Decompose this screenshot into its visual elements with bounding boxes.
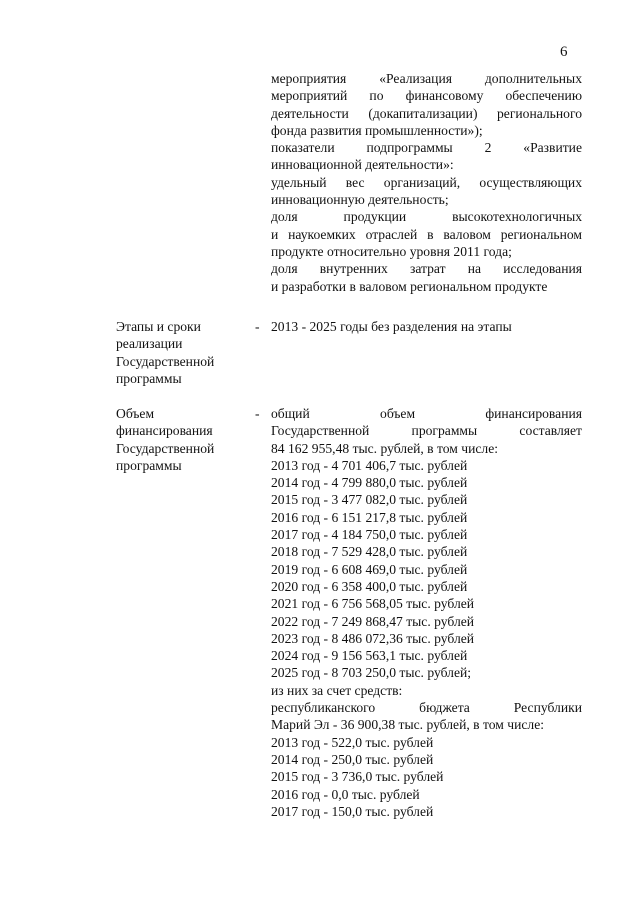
text-line: инновационной деятельности»: <box>271 157 454 173</box>
text-line: показатели подпрограммы 2 «Развитие <box>271 140 582 156</box>
text-line: 2020 год - 6 358 400,0 тыс. рублей <box>271 578 468 594</box>
stages-dash: - <box>255 319 260 334</box>
text-line: 2024 год - 9 156 563,1 тыс. рублей <box>271 648 468 664</box>
continuation-text <box>271 70 582 295</box>
text-line: фонда развития промышленности»); <box>271 122 483 138</box>
text-line: доля продукции высокотехнологичных <box>271 209 582 225</box>
label-line: реализации <box>116 336 183 352</box>
label-line: Государственной <box>116 440 215 456</box>
text-line: и разработки в валовом региональном продукте <box>271 278 548 294</box>
text-line: 2021 год - 6 756 568,05 тыс. рублей <box>271 596 475 612</box>
text-line: 2025 год - 8 703 250,0 тыс. рублей; <box>271 665 472 681</box>
text-line: 2016 год - 0,0 тыс. рублей <box>271 786 420 802</box>
label-line: Объем <box>116 406 155 421</box>
text-line: продукте относительно уровня 2011 года; <box>271 243 512 259</box>
text-line: мероприятия «Реализация дополнительных <box>271 71 582 86</box>
text-line: 2018 год - 7 529 428,0 тыс. рублей <box>271 544 468 560</box>
text-line: 2017 год - 4 184 750,0 тыс. рублей <box>271 527 468 543</box>
text-line: и наукоемких отраслей в валовом региональном <box>271 226 582 242</box>
text-line: 2023 год - 8 486 072,36 тыс. рублей <box>271 630 475 646</box>
funding-dash: - <box>255 406 260 421</box>
text-line: деятельности (докапитализации) регионального <box>271 105 582 121</box>
funding-label <box>116 405 246 474</box>
stages-label <box>116 318 246 387</box>
funding-value <box>271 405 582 820</box>
text-line: 2017 год - 150,0 тыс. рублей <box>271 803 434 819</box>
text-line: 2019 год - 6 608 469,0 тыс. рублей <box>271 561 468 577</box>
text-line: 2013 год - 522,0 тыс. рублей <box>271 734 434 750</box>
label-line: программы <box>116 370 182 386</box>
label-line: Государственной <box>116 353 215 369</box>
text-line: 2015 год - 3 477 082,0 тыс. рублей <box>271 492 468 508</box>
text-line: 2015 год - 3 736,0 тыс. рублей <box>271 769 444 785</box>
text-line: 2022 год - 7 249 868,47 тыс. рублей <box>271 613 475 629</box>
text-line: удельный вес организаций, осуществляющих <box>271 174 582 190</box>
text-line: мероприятий по финансовому обеспечению <box>271 88 582 104</box>
text-line: Государственной программы составляет <box>271 423 582 439</box>
text-line: 2014 год - 250,0 тыс. рублей <box>271 751 434 767</box>
text-line: 2013 - 2025 годы без разделения на этапы <box>271 319 512 334</box>
text-line: инновационную деятельность; <box>271 192 449 208</box>
stages-value <box>271 318 582 335</box>
text-line: Марий Эл - 36 900,38 тыс. рублей, в том числе: <box>271 717 545 733</box>
text-line: 2016 год - 6 151 217,8 тыс. рублей <box>271 509 468 525</box>
text-line: 2013 год - 4 701 406,7 тыс. рублей <box>271 457 468 473</box>
text-line: общий объем финансирования <box>271 406 582 421</box>
page-number: 6 <box>560 44 568 60</box>
text-line: доля внутренних затрат на исследования <box>271 261 582 277</box>
label-line: финансирования <box>116 423 213 439</box>
text-line: 2014 год - 4 799 880,0 тыс. рублей <box>271 475 468 491</box>
text-line: из них за счет средств: <box>271 682 403 698</box>
text-line: 84 162 955,48 тыс. рублей, в том числе: <box>271 440 499 456</box>
label-line: программы <box>116 457 182 473</box>
label-line: Этапы и сроки <box>116 319 201 334</box>
text-line: республиканского бюджета Республики <box>271 700 582 716</box>
